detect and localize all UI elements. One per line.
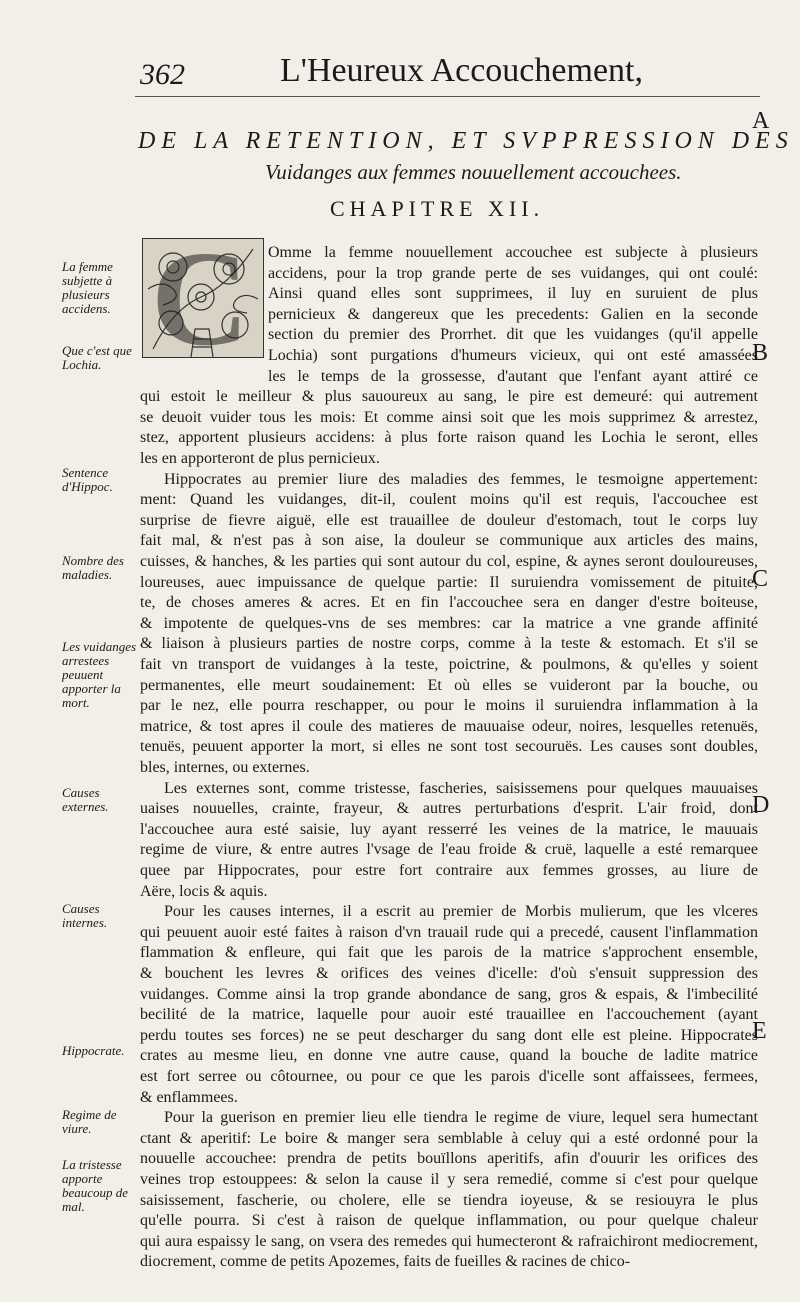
page-header [140,52,760,94]
running-title: L'Heureux Accouchement, [280,52,643,89]
text-line: becilité de la matrice, laquelle pour auoir esté trauaillee en l'accouchement (ayant [140,1006,758,1024]
text-line: bles, internes, ou externes. [140,759,310,776]
text-line: regime de viure, & entre autres l'vsage de l'eau froide & cruë, laquelle a esté remarquee [140,841,758,859]
text-line: Lochia) sont purgations d'humeurs vicieux, qui ont esté amassées [268,347,758,364]
chapter-heading: CHAPITRE XII. [330,196,545,221]
text-line: nouuelle accouchee: prendra de petits bouïllons aperitifs, afin d'ouurir les orifices des [140,1150,758,1168]
section-title: DE LA RETENTION, ET SVPPRESSION DES [138,128,794,154]
text-line: qui peuuent auoir esté faites à raison d'vn trauail rude qui a precedé, causent l'inflammation [140,923,758,941]
text-line: fait vn transport de vuidanges à la teste, poictrine, & poulmons, & qu'elles y soient [140,656,758,673]
header-rule [135,96,760,97]
text-line: & bouchent les levres & orifices des veines d'icelle: d'où s'ensuit suppression des [140,965,758,982]
text-line: tenuës, peuuent apporter la mort, si elles ne sont tost secouruës. Les causes sont doubles, [140,738,758,756]
text-line: perdu toutes ses forces) ne se peut descharger du sang dont elle est pleine. Hippocrates [140,1026,758,1044]
margin-note: La femme subjette à plusieurs accidens. [62,259,113,316]
text-line: ctant & aperitif: Le boire & manger sera semblable à celuy qui a esté ordonné pour la [140,1129,758,1147]
text-line: vuidanges. Comme ainsi la trop grande abondance de sang, gros & espais, & l'imbecilité [140,985,758,1003]
text-line: matrice, & tost apres il coule des matieres de mauuaise odeur, noires, lesquelles retenuës, [140,717,758,735]
margin-note: Nombre des maladies. [62,553,124,582]
text-line: Pour la guerison en premier lieu elle tiendra le regime de viure, lequel sera humectant [164,1109,758,1127]
text-line: Les externes sont, comme tristesse, fascheries, saisissemens pour quelques mauuaises [164,779,758,797]
text-line: loureuses, auec impuissance de quelque partie: Il suruiendra vomissement de pituite, [140,573,758,591]
text-line: Pour les causes internes, il a escrit au premier de Morbis mulierum, que les vlceres [164,903,758,921]
margin-note: Regime de viure. [62,1107,117,1136]
text-line: flammation & enfleure, qui fait que les parois de la matrice s'approchent ensemble, [140,944,758,962]
text-line: saisissement, fascherie, ou cholere, elle se tiendra ioyeuse, & se resiouyra le plus [140,1191,758,1209]
text-line: & liaison à plusieurs parties de nostre corps, comme à la teste & estomach. Et s'il se [140,635,758,653]
margin-note: Hippocrate. [62,1043,125,1058]
text-line: qui aura espaissy le sang, on vsera des remedes qui humecteront & rafraichiront mediocrement, [140,1232,758,1250]
side-letter: A [752,108,770,134]
text-line: est fort serree ou côtournee, ou pour ce que les parois d'icelle sont affaissees, fermees, [140,1068,758,1085]
text-line: & impotente de quelques-vns de ses membres: car la matrice a vne grande affinité [140,614,758,632]
page-number: 362 [140,58,185,91]
side-letter: C [752,566,769,592]
text-line: pernicieux & dangereux que les precedents: Galien en la seconde [268,305,758,323]
text-line: permanentes, elle meurt soudainement: Et où elles se vuideront par la bouche, ou [140,676,758,694]
text-line: par le nez, elle pourra reschapper, ou pour le moins il suruiendra inflammation à la [140,697,758,715]
text-line: Omme la femme nouuellement accouchee est subjecte à plusieurs [268,244,758,261]
text-line: section du premier des Prorrhet. dit que les vuidanges (qu'il appelle [268,326,758,344]
text-line: ment: Quand les vuidanges, dit-il, coulent moins qu'il est requis, l'accouchee est [140,491,758,509]
text-line: cuisses, & hanches, & les parties qui sont autour du col, espine, & aynes seront douloureuses, [140,553,758,570]
text-line: les en apporteront de plus pernicieux. [140,450,380,467]
text-line: les le temps de la grossesse, d'autant que l'enfant ayant attiré ce [268,367,758,385]
text-line: l'accouchee aura esté saisie, luy ayant resserré les veines de la matrice, le mauuais [140,820,758,838]
side-letter: D [752,792,770,818]
text-line: accidens, pour la trop grande perte de ses vuidanges, qui ont coulé: [268,264,758,282]
margin-note: La tristesse apporte beaucoup de mal. [62,1157,129,1214]
dropcap-letter: C [151,238,250,358]
text-line: crates au mesme lieu, en donne vne autre cause, quand la bouche de ladite matrice [140,1047,758,1065]
text-line: qu'elle pourra. Si c'est à raison de quelque inflammation, ou pour quelque chaleur [140,1212,758,1230]
margin-note: Sentence d'Hippoc. [62,465,113,494]
text-line: surprise de fievre aiguë, elle est trauaillee de douleur d'estomach, tout le corps luy [140,511,758,529]
text-line: diocrement, comme de petits Apozemes, faits de fueilles & racines de chico- [140,1253,631,1271]
text-line: stez, apportent plusieurs accidens: à plus forte raison quand les Lochia le seront, elles [140,429,758,447]
text-line: Ainsi quand elles sont supprimees, il luy en suruient de plus [268,285,758,303]
text-line: se deuoit vuider tous les mois: Et comme ainsi soit que les mois supprimez & arrestez, [140,408,758,426]
side-letter: E [752,1018,767,1044]
margin-note: Que c'est que Lochia. [62,343,132,372]
text-line: qui estoit le meilleur & plus sauoureux au sang, le pire est demeuré: qui autrement [140,388,758,406]
text-line: veines trop estouppees: & selon la cause il y sera remedié, comme si c'est pour quelque [140,1171,758,1188]
ornamental-initial [142,238,264,358]
text-line: uaises nouuelles, crainte, frayeur, & autres perturbations d'esprit. L'air froid, dont [140,800,758,818]
text-line: te, de choses ameres & acres. Et en fin l'accouchee sera en danger d'estre boiteuse, [140,594,758,612]
side-letter: B [752,340,769,366]
section-subtitle: Vuidanges aux femmes nouuellement accouchees. [265,160,682,184]
text-line: Hippocrates au premier liure des maladies des femmes, le tesmoigne appertement: [164,470,758,488]
margin-note: Les vuidanges arrestees peuuent apporter la mort. [62,639,137,710]
text-line: Aëre, locis & aquis. [140,882,268,900]
margin-note: Causes internes. [62,901,108,930]
text-line: quee par Hippocrates, pour estre fort contraire aux femmes grosses, au liure de [140,862,758,879]
margin-note: Causes externes. [62,785,109,814]
text-line: fait mal, & n'est pas à son aise, la douleur se communique aux articles des mains, [140,532,758,550]
text-line: & enflammees. [140,1088,238,1106]
